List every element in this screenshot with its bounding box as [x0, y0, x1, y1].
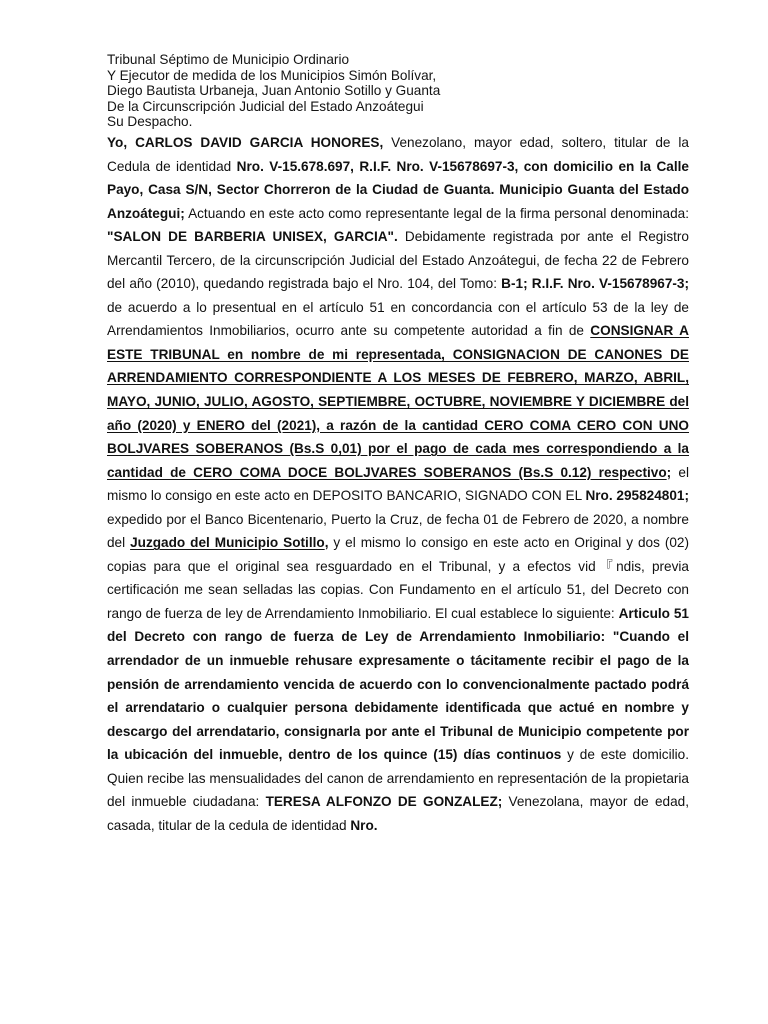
tomo-and-rif: B-1; R.I.F. Nro. V-15678967-3;	[501, 276, 689, 292]
business-name: "SALON DE BARBERIA UNISEX, GARCIA".	[107, 229, 398, 245]
text-segment: Venezolano, mayor edad, soltero, titular de la Cedula de identidad	[107, 135, 689, 174]
text-segment: de acuerdo a lo presentual en el artículo 51 en concordancia con el artículo 53 de la ley de Arrendamientos Inmobiliarios, ocurro ante su competente autoridad a fin de	[107, 299, 689, 339]
text-segment: Venezolana, mayor de edad, casada, titular de la cedula de identidad	[107, 794, 689, 833]
addressee-header	[107, 52, 667, 130]
owner-name: TERESA ALFONZO DE GONZALEZ;	[265, 794, 503, 810]
text-segment: y el mismo lo consigo en este acto en Original y dos (02) copias para que el original sea resguardado en el Tribunal, y a efectos vid『ndis, previa certificación me sean selladas las copias. Con Fundamento en el artículo 51, del Decreto con rango de fuerza de ley de Arrendamiento Inmobiliario. El cual establece lo siguiente:	[107, 535, 689, 621]
article-51-quote: Articulo 51 del Decreto con rango de fuerza de Ley de Arrendamiento Inmobiliario: "Cuando el arrendador de un inmueble rehusare expresamente o tácitamente recibir el pago de la pensión de arrendamiento vencida de acuerdo con lo convencionalmente pactado podrá el arrendatario o cualquier persona debidamente identificada que actué en nombre y descargo del arrendatario, consignarla por ante el Tribunal de Municipio competente por la ubicación del inmueble, dentro de los quince (15) días continuos	[107, 605, 689, 763]
text-segment: ,	[324, 535, 329, 551]
consignment-clause-underlined: CONSIGNAR A ESTE TRIBUNAL en nombre de mi representada, CONSIGNACION DE CANONES DE ARRENDAMIENTO CORRESPONDIENTE A LOS MESES DE FEBRERO, MARZO, ABRIL, MAYO, JUNIO, JULIO, AGOSTO, SEPTIEMBRE, OCTUBRE, NOVIEMBRE Y DICIEMBRE del año (2020) y ENERO del (2021), a razón de la cantidad CERO COMA CERO CON UNO BOLJVARES SOBERANOS (Bs.S 0,01) por el pago de cada mes correspondiendo a la cantidad de CERO COMA DOCE BOLJVARES SOBERANOS (Bs.S 0.12) respectivo	[107, 323, 689, 480]
declarant-name: Yo, CARLOS DAVID GARCIA HONORES,	[107, 135, 384, 150]
header-line: De la Circunscripción Judicial del Estado Anzoátegui	[107, 98, 424, 114]
header-line: Tribunal Séptimo de Municipio Ordinario	[107, 52, 350, 67]
header-line: Su Despacho.	[107, 114, 193, 130]
text-segment: el mismo lo consigo en este acto en DEPOSITO BANCARIO, SIGNADO CON EL	[107, 464, 689, 504]
text-segment: ;	[666, 464, 672, 480]
consignment-clause	[107, 323, 689, 479]
id-and-address: Nro. V-15.678.697, R.I.F. Nro. V-15678697-3, con domicilio en la Calle Payo, Casa S/N, Sector Chorreron de la Ciudad de Guanta. Municipio Guanta del Estado Anzoátegui;	[107, 158, 689, 221]
text-segment: expedido por el Banco Bicentenario, Puerto la Cruz, de fecha 01 de Febrero de 2020, a nombre del	[107, 511, 689, 551]
text-segment: Debidamente registrada por ante el Registro Mercantil Tercero, de la circunscripción Judicial del Estado Anzoátegui, de fecha 22 de Febrero del año (2010), quedando registrada bajo el Nro. 104, del Tomo:	[107, 229, 689, 292]
court-name-underlined: Juzgado del Municipio Sotillo	[130, 535, 325, 551]
court-name	[130, 535, 328, 550]
id-number-label: Nro.	[350, 817, 378, 833]
text-segment: Actuando en este acto como representante legal de la firma personal denominada:	[184, 205, 689, 221]
text-segment: y de este domicilio. Quien recibe las mensualidades del canon de arrendamiento en representación de la propietaria del inmueble ciudadana:	[107, 747, 689, 810]
deposit-number: Nro. 295824801;	[585, 488, 689, 504]
body-paragraph	[107, 131, 689, 837]
header-line: Diego Bautista Urbaneja, Juan Antonio Sotillo y Guanta	[107, 83, 441, 99]
header-line: Y Ejecutor de medida de los Municipios Simón Bolívar,	[107, 67, 437, 83]
